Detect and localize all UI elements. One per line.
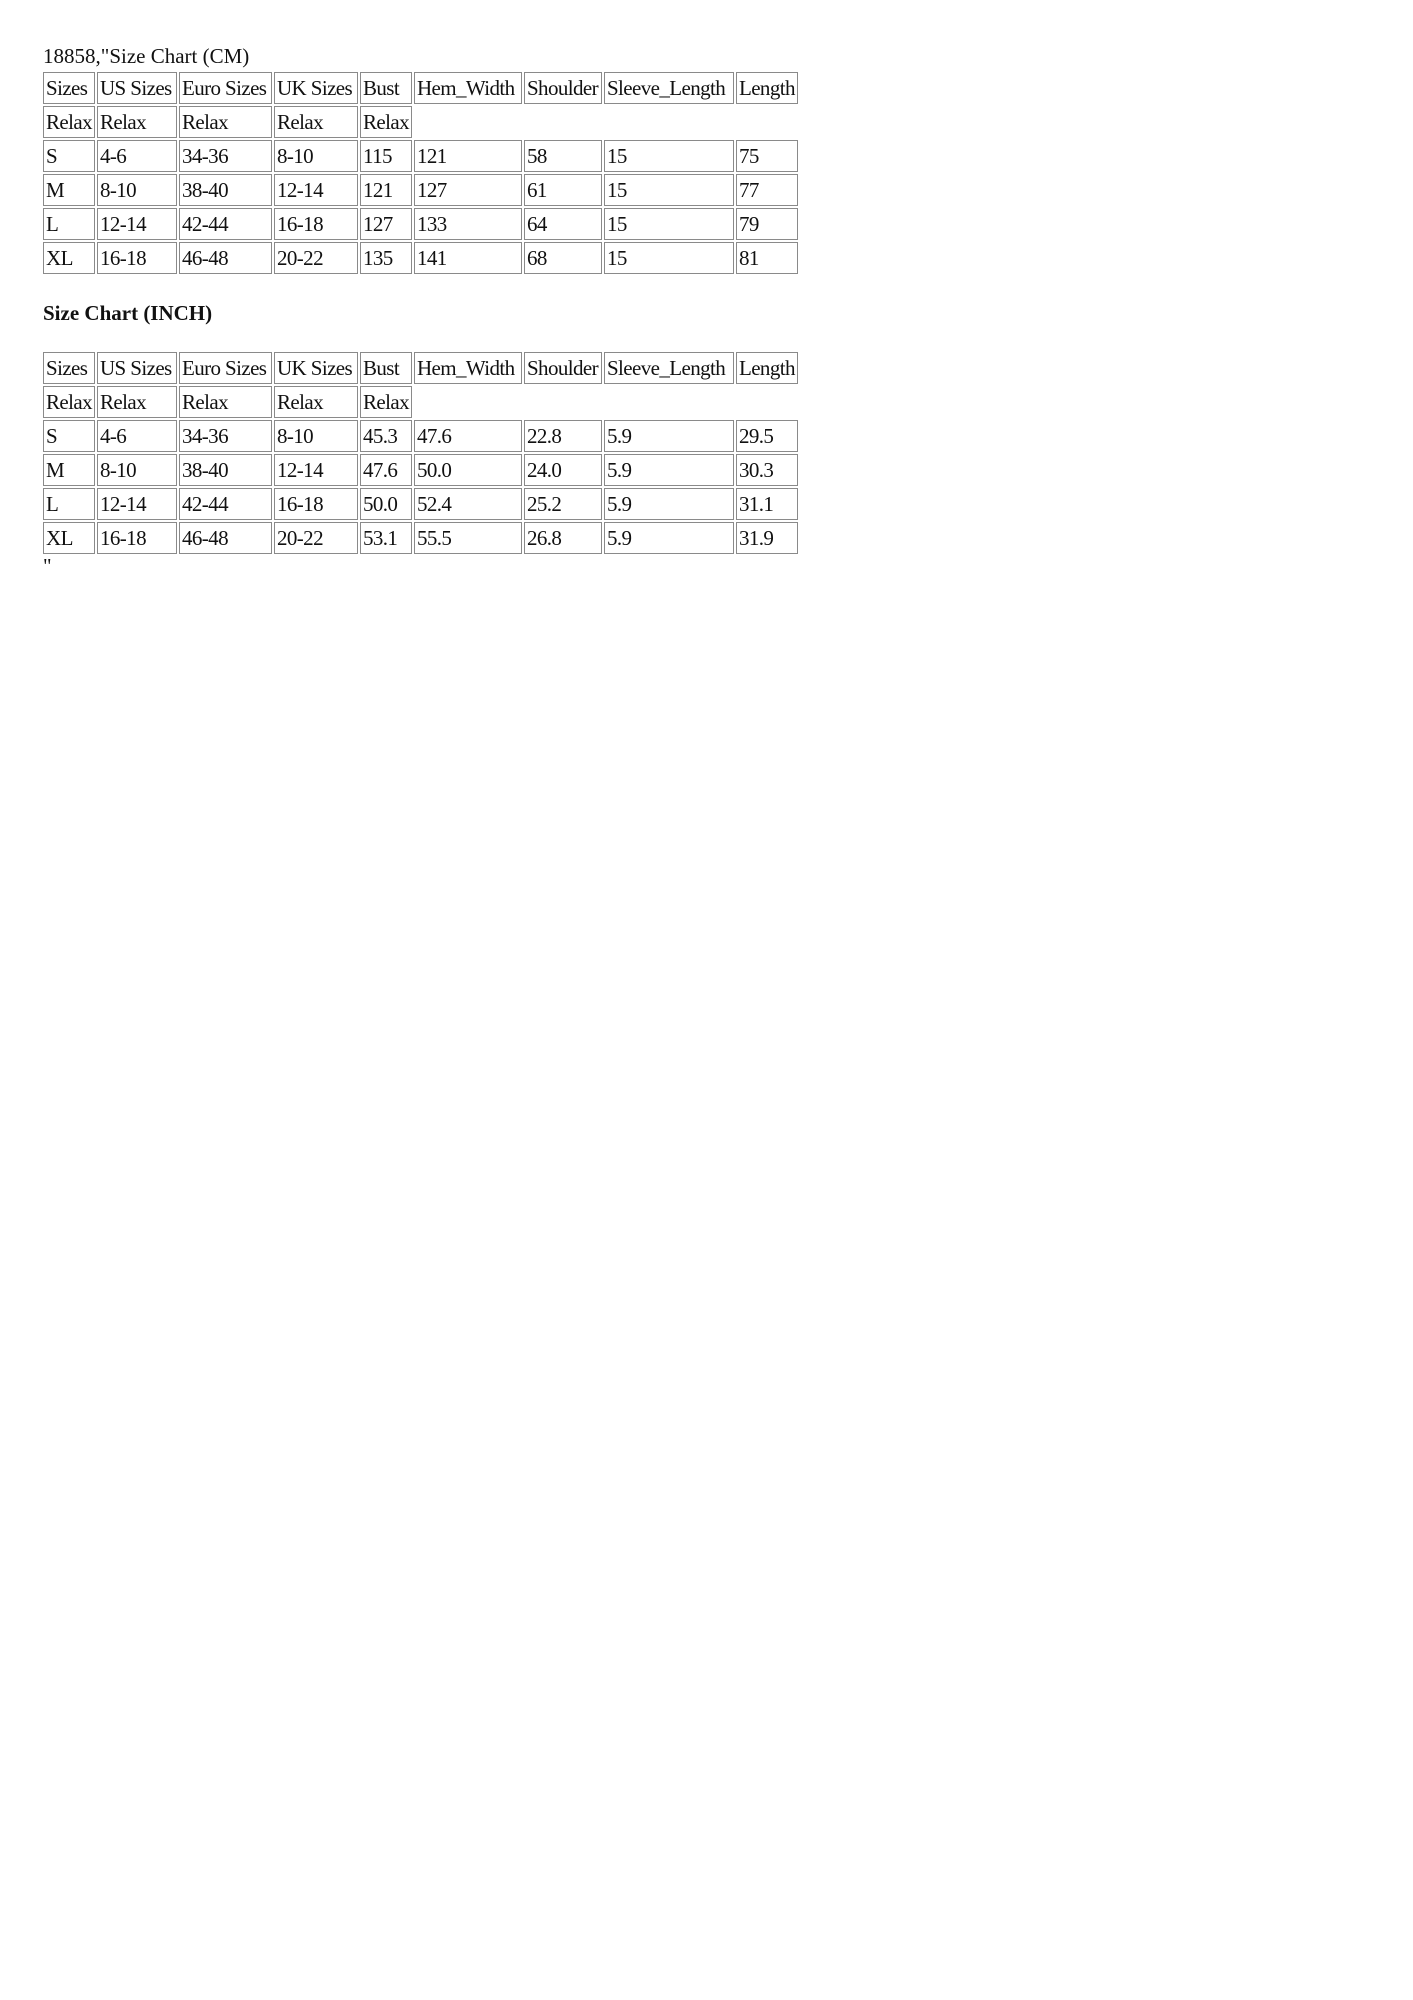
- header-cell: Sizes: [43, 72, 95, 104]
- table-cell: 29.5: [736, 420, 798, 452]
- table-cell: 42-44: [179, 488, 272, 520]
- table-cell: 12-14: [97, 208, 177, 240]
- header-cell: Shoulder: [524, 352, 602, 384]
- table-cell: 31.1: [736, 488, 798, 520]
- page-header: 18858,"Size Chart (CM): [43, 44, 250, 68]
- table-row: [43, 140, 798, 172]
- table-cell: 61: [524, 174, 602, 206]
- table-cell: 64: [524, 208, 602, 240]
- table-cell: 12-14: [274, 174, 358, 206]
- header-cell: UK Sizes: [274, 352, 358, 384]
- header-cell: Length: [736, 352, 798, 384]
- size-chart-inch-table: [41, 350, 800, 556]
- table-cell: L: [43, 208, 95, 240]
- table-cell: S: [43, 420, 95, 452]
- table-cell: 8-10: [274, 140, 358, 172]
- header-cell: UK Sizes: [274, 72, 358, 104]
- table-cell: 16-18: [97, 242, 177, 274]
- table-cell: 5.9: [604, 454, 734, 486]
- table-cell: 5.9: [604, 488, 734, 520]
- table-cell: 55.5: [414, 522, 522, 554]
- table-cell: M: [43, 454, 95, 486]
- header-cell: Euro Sizes: [179, 72, 272, 104]
- table-cell: 75: [736, 140, 798, 172]
- table-cell: 4-6: [97, 140, 177, 172]
- table-cell: 20-22: [274, 522, 358, 554]
- table-cell: 12-14: [97, 488, 177, 520]
- table-cell: 22.8: [524, 420, 602, 452]
- header-cell: Bust: [360, 352, 412, 384]
- relax-row: [43, 106, 798, 138]
- table-cell: 15: [604, 174, 734, 206]
- table-cell: 25.2: [524, 488, 602, 520]
- relax-cell: Relax: [97, 106, 177, 138]
- table-cell: 5.9: [604, 522, 734, 554]
- relax-cell: Relax: [43, 106, 95, 138]
- table-header-row: [43, 352, 798, 384]
- table-cell: 34-36: [179, 420, 272, 452]
- empty-cell: [414, 386, 798, 418]
- table-cell: 79: [736, 208, 798, 240]
- empty-cell: [414, 106, 798, 138]
- table-cell: 34-36: [179, 140, 272, 172]
- table-cell: 58: [524, 140, 602, 172]
- header-cell: Sleeve_Length: [604, 352, 734, 384]
- table-cell: 127: [414, 174, 522, 206]
- table-row: [43, 420, 798, 452]
- table-cell: XL: [43, 522, 95, 554]
- header-cell: Length: [736, 72, 798, 104]
- header-cell: Sleeve_Length: [604, 72, 734, 104]
- table-cell: 68: [524, 242, 602, 274]
- table-cell: 77: [736, 174, 798, 206]
- size-chart-cm-table: [41, 70, 800, 276]
- table-cell: 5.9: [604, 420, 734, 452]
- table-cell: 115: [360, 140, 412, 172]
- table-cell: 26.8: [524, 522, 602, 554]
- relax-cell: Relax: [179, 106, 272, 138]
- table-cell: 15: [604, 140, 734, 172]
- relax-cell: Relax: [274, 386, 358, 418]
- relax-cell: Relax: [43, 386, 95, 418]
- table-row: [43, 454, 798, 486]
- table-cell: 121: [360, 174, 412, 206]
- table-cell: 46-48: [179, 242, 272, 274]
- table-cell: 53.1: [360, 522, 412, 554]
- table-cell: S: [43, 140, 95, 172]
- table-cell: 45.3: [360, 420, 412, 452]
- table-cell: 46-48: [179, 522, 272, 554]
- table-cell: 47.6: [414, 420, 522, 452]
- relax-cell: Relax: [179, 386, 272, 418]
- table-cell: 4-6: [97, 420, 177, 452]
- table-cell: 42-44: [179, 208, 272, 240]
- relax-cell: Relax: [360, 386, 412, 418]
- relax-row: [43, 386, 798, 418]
- header-cell: US Sizes: [97, 72, 177, 104]
- inch-section-title: Size Chart (INCH): [43, 301, 213, 325]
- table-cell: 8-10: [274, 420, 358, 452]
- table-row: [43, 522, 798, 554]
- table-cell: 15: [604, 242, 734, 274]
- table-cell: 121: [414, 140, 522, 172]
- table-row: [43, 208, 798, 240]
- table-cell: 24.0: [524, 454, 602, 486]
- table-cell: 12-14: [274, 454, 358, 486]
- table-cell: 8-10: [97, 454, 177, 486]
- table-cell: 15: [604, 208, 734, 240]
- table-cell: 50.0: [414, 454, 522, 486]
- header-cell: Euro Sizes: [179, 352, 272, 384]
- table-cell: L: [43, 488, 95, 520]
- table-row: [43, 174, 798, 206]
- header-cell: Hem_Width: [414, 352, 522, 384]
- table-cell: 30.3: [736, 454, 798, 486]
- table-cell: 47.6: [360, 454, 412, 486]
- table-cell: 135: [360, 242, 412, 274]
- header-cell: Shoulder: [524, 72, 602, 104]
- relax-cell: Relax: [274, 106, 358, 138]
- table-row: [43, 488, 798, 520]
- table-cell: 50.0: [360, 488, 412, 520]
- table-cell: 127: [360, 208, 412, 240]
- closing-quote: ": [43, 554, 52, 578]
- table-cell: 8-10: [97, 174, 177, 206]
- table-cell: XL: [43, 242, 95, 274]
- table-cell: 133: [414, 208, 522, 240]
- header-cell: Bust: [360, 72, 412, 104]
- header-cell: US Sizes: [97, 352, 177, 384]
- table-cell: 52.4: [414, 488, 522, 520]
- relax-cell: Relax: [360, 106, 412, 138]
- table-row: [43, 242, 798, 274]
- table-cell: 38-40: [179, 454, 272, 486]
- header-cell: Hem_Width: [414, 72, 522, 104]
- table-cell: M: [43, 174, 95, 206]
- header-cell: Sizes: [43, 352, 95, 384]
- table-cell: 16-18: [97, 522, 177, 554]
- table-cell: 20-22: [274, 242, 358, 274]
- table-cell: 81: [736, 242, 798, 274]
- table-header-row: [43, 72, 798, 104]
- table-cell: 38-40: [179, 174, 272, 206]
- relax-cell: Relax: [97, 386, 177, 418]
- table-cell: 31.9: [736, 522, 798, 554]
- table-cell: 16-18: [274, 488, 358, 520]
- table-cell: 141: [414, 242, 522, 274]
- table-cell: 16-18: [274, 208, 358, 240]
